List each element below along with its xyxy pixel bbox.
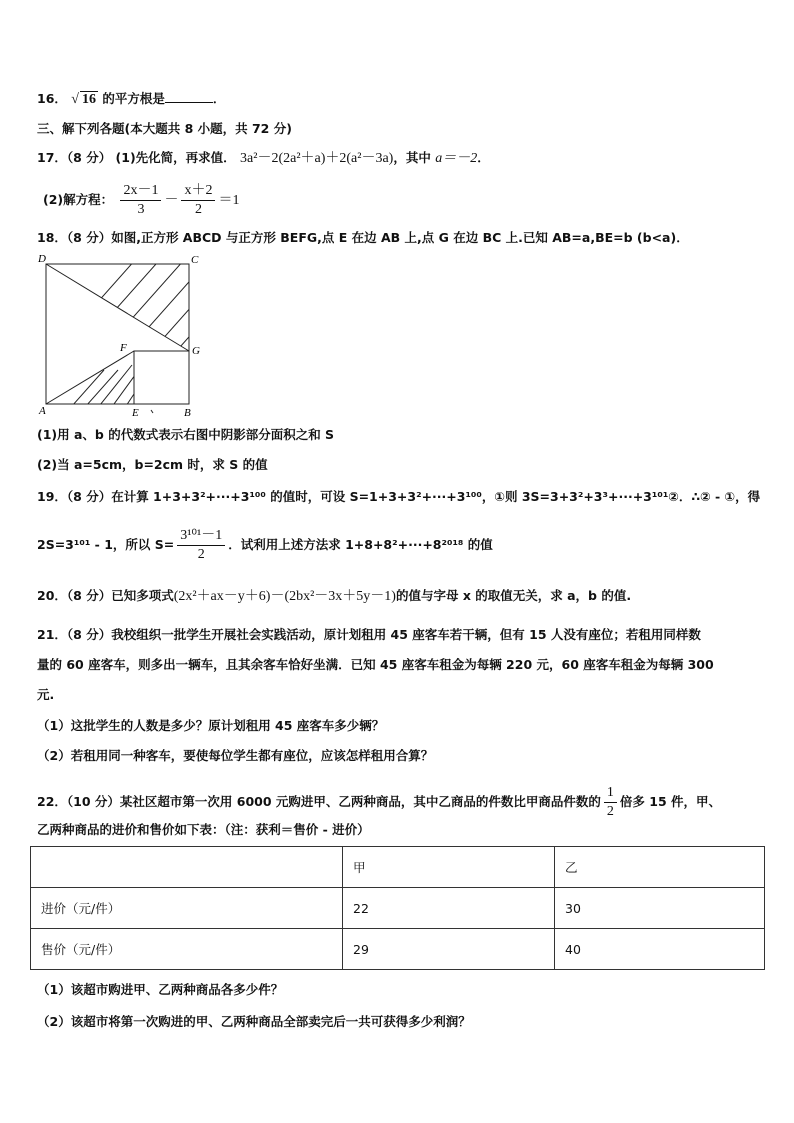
geometry-figure: [34, 250, 214, 422]
label-c: C: [191, 254, 199, 266]
fraction-denominator: 2: [194, 202, 202, 217]
table-header-row: [31, 847, 765, 888]
q21-line1: 21．（8 分）我校组织一批学生开展社会实践活动，原计划租用 45 座客车若干辆，但有 15 人没有座位；若租用同样数: [37, 627, 701, 642]
line-af: [46, 351, 134, 404]
q22-part1: （1）该超市购进甲、乙两种商品各多少件？: [37, 982, 284, 997]
minus-sign: －: [164, 193, 179, 208]
q17-condition: a＝－2: [435, 151, 478, 166]
fraction-denominator: 3: [137, 202, 145, 217]
tick-mark: [151, 410, 153, 413]
label-d: D: [38, 253, 46, 265]
question-16: [37, 90, 225, 109]
q17-part2-label: (2)解方程：: [43, 192, 114, 207]
q19-line2-post: ．试利用上述方法求 1+8+8²+···+8²⁰¹⁸ 的值: [228, 537, 493, 552]
q17-cond-suffix: ．: [477, 150, 490, 165]
fraction-numerator: 2x－1: [120, 182, 161, 201]
question-18: 18．（8 分）如图,正方形 ABCD 与正方形 BEFG,点 E 在边 AB 上,点 G 在边 BC 上.已知 AB=a,BE=b (b<a)．: [37, 230, 689, 245]
q16-number: 16．: [37, 91, 67, 106]
q21-line2: 量的 60 座客车，则多出一辆车，且其余客车恰好坐满．已知 45 座客车租金为每辆 220 元，60 座客车租金为每辆 300: [37, 657, 714, 672]
table-cell: 甲: [343, 847, 555, 888]
equation-rhs: ＝1: [218, 193, 240, 208]
q16-tail: ．: [212, 91, 226, 106]
q19-line2-pre: 2S=3¹⁰¹ - 1，所以 S=: [37, 537, 175, 552]
sqrt-symbol: √: [71, 92, 79, 107]
q20-post: 的值与字母 x 的取值无关，求 a，b 的值.: [395, 588, 632, 603]
q22-part2: （2）该超市将第一次购进的甲、乙两种商品全部卖完后一共可获得多少利润？: [37, 1014, 471, 1029]
label-f: F: [120, 342, 127, 354]
q18-part2: (2)当 a=5cm，b=2cm 时，求 S 的值: [37, 457, 268, 472]
section-3-heading: 三、解下列各题(本大题共 8 小题，共 72 分): [37, 121, 292, 136]
q21-part1: （1）这批学生的人数是多少？原计划租用 45 座客车多少辆？: [37, 718, 385, 733]
q18-part1: (1)用 a、b 的代数式表示右图中阴影部分面积之和 S: [37, 427, 335, 442]
fraction-denominator: 2: [197, 547, 205, 562]
q17-cond-prefix: ，其中: [393, 150, 431, 165]
q22-line1: [37, 784, 721, 821]
q17-fraction-2: [181, 182, 215, 219]
table-row: [31, 929, 765, 970]
table-cell: 乙: [555, 847, 765, 888]
q19-fraction: [177, 527, 225, 564]
fraction-numerator: 3¹⁰¹－1: [177, 527, 225, 546]
q17-head: 17．（8 分） (1)先化简，再求值．: [37, 150, 236, 165]
q22-fraction: [604, 784, 617, 821]
question-20: [37, 587, 631, 606]
table-cell: 40: [555, 929, 765, 970]
label-g: G: [192, 345, 200, 357]
fraction-denominator: 2: [606, 804, 614, 819]
q21-line3: 元.: [37, 687, 55, 702]
q22-line1-pre: 22．（10 分）某社区超市第一次用 6000 元购进甲、乙两种商品，其中乙商品的件数比甲商品件数的: [37, 794, 601, 809]
q20-pre: 20．（8 分）已知多项式: [37, 588, 174, 603]
table-cell: 29: [343, 929, 555, 970]
q19-line1: 19．（8 分）在计算 1+3+3²+···+3¹⁰⁰ 的值时，可设 S=1+3+3²+···+3¹⁰⁰，①则 3S=3+3²+3³+···+3¹⁰¹②．∴② - ①，得: [37, 489, 761, 504]
label-b: B: [184, 407, 191, 419]
q21-part2: （2）若租用同一种客车，要使每位学生都有座位，应该怎样租用合算？: [37, 748, 434, 763]
table-row: [31, 888, 765, 929]
table-cell: 售价（元/件）: [31, 929, 343, 970]
q17-fraction-1: [120, 182, 161, 219]
q16-text: 的平方根是: [102, 91, 165, 106]
figure-svg: [34, 250, 214, 422]
q19-line2: [37, 527, 493, 564]
table-cell: 22: [343, 888, 555, 929]
label-e: E: [132, 407, 139, 419]
fraction-numerator: 1: [604, 784, 617, 803]
fraction-numerator: x＋2: [181, 182, 215, 201]
square-befg: [134, 351, 189, 404]
q20-expression: (2x²＋ax－y＋6)－(2bx²－3x＋5y－1): [173, 589, 396, 604]
q22-line1-post: 倍多 15 件，甲、: [619, 794, 721, 809]
q17-expression: 3a²－2(2a²＋a)＋2(a²－3a): [240, 151, 394, 166]
price-table: [30, 846, 765, 970]
answer-blank: [165, 90, 213, 103]
q22-line2: 乙两种商品的进价和售价如下表：（注：获利＝售价 - 进价）: [37, 822, 370, 837]
table-cell: [31, 847, 343, 888]
q16-radicand: 16: [81, 92, 96, 107]
table-cell: 进价（元/件）: [31, 888, 343, 929]
question-17: [37, 149, 490, 168]
table-cell: 30: [555, 888, 765, 929]
label-a: A: [39, 405, 46, 417]
question-17-part2: [43, 182, 239, 219]
